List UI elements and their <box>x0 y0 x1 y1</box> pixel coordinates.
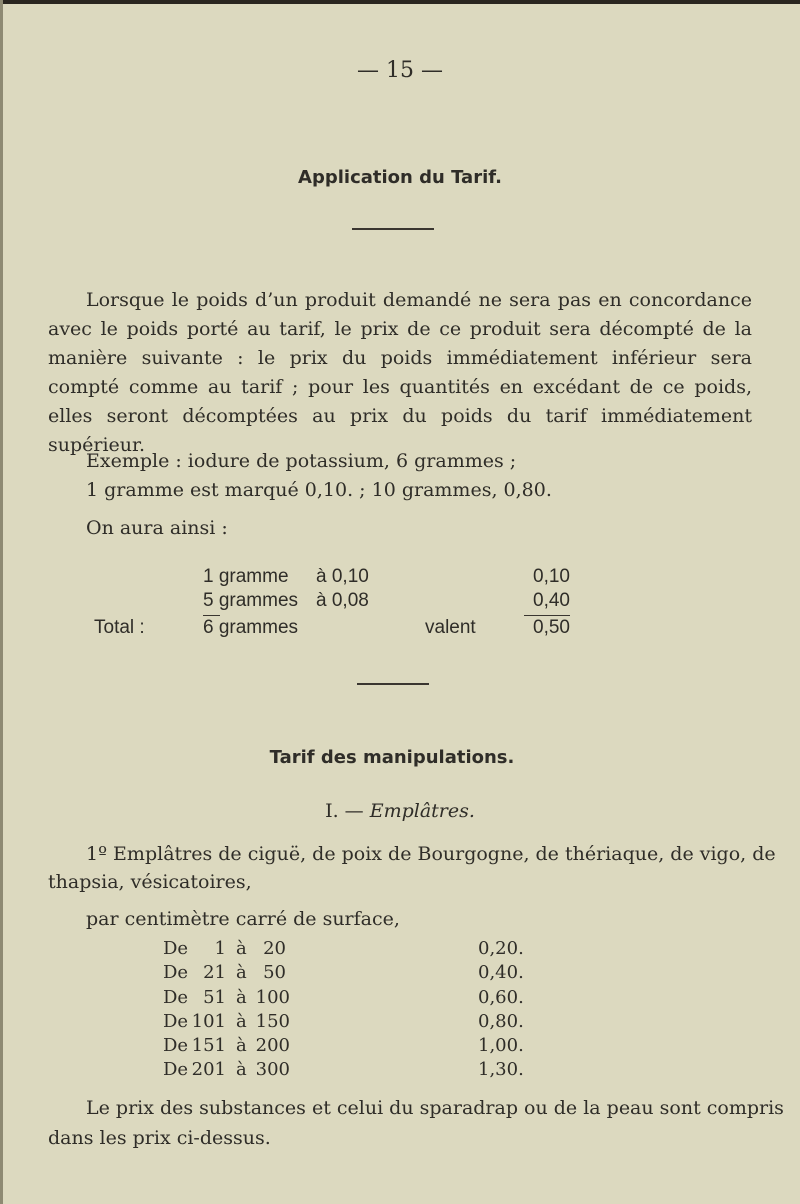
range-price: 0,60. <box>478 987 524 1008</box>
range-de: De <box>163 987 189 1008</box>
total-valent: valent <box>425 617 476 638</box>
range-price: 0,80. <box>478 1011 524 1032</box>
calc-row-1-rate: à 0,10 <box>316 566 369 587</box>
range-from: 1 <box>214 938 226 959</box>
range-de: De <box>163 938 189 959</box>
range-to: 300 <box>255 1059 290 1080</box>
range-from: 101 <box>191 1011 226 1032</box>
page-number: — 15 — <box>357 58 443 83</box>
range-de: De <box>163 1011 189 1032</box>
calc-row-2-amount: 0,40 <box>533 590 570 611</box>
range-to: 200 <box>255 1035 290 1056</box>
range-to: 100 <box>255 987 290 1008</box>
range-a: à <box>236 962 247 983</box>
section-number: I. — <box>325 800 364 822</box>
range-from: 51 <box>203 987 226 1008</box>
total-amount: 0,50 <box>533 617 570 638</box>
page-top-edge <box>0 0 800 4</box>
range-from: 151 <box>191 1035 226 1056</box>
section-name: Emplâtres. <box>369 800 475 822</box>
range-a: à <box>236 1035 247 1056</box>
amount-sum-rule <box>524 615 570 616</box>
item-line-2: thapsia, vésicatoires, <box>48 871 252 893</box>
total-label: Total : <box>94 617 145 638</box>
example-line-1: Exemple : iodure de potassium, 6 grammes ; <box>86 450 517 472</box>
per-unit-line: par centimètre carré de surface, <box>86 908 400 930</box>
section-divider <box>357 683 429 685</box>
example-line-2: 1 gramme est marqué 0,10. ; 10 grammes, 0,80. <box>86 479 552 501</box>
application-title: Application du Tarif. <box>298 167 502 188</box>
range-de: De <box>163 1059 189 1080</box>
range-de: De <box>163 962 189 983</box>
range-price: 1,00. <box>478 1035 524 1056</box>
item-line-1: 1º Emplâtres de ciguë, de poix de Bourgogne, de thériaque, de vigo, de <box>86 843 776 865</box>
range-from: 21 <box>203 962 226 983</box>
calc-row-2-rate: à 0,08 <box>316 590 369 611</box>
on-aura-ainsi: On aura ainsi : <box>86 517 228 539</box>
note-line-1: Le prix des substances et celui du sparadrap ou de la peau sont compris <box>86 1097 784 1119</box>
note-line-2: dans les prix ci-dessus. <box>48 1127 271 1149</box>
application-paragraph: Lorsque le poids d’un produit demandé ne sera pas en concordance avec le poids porté au tarif, le prix de ce produit sera décompté de la manière suivante : le prix du poids immédiatement inférieur sera compté comme au tarif ; pour les quantités en excédant de ce poids, elles seront décomptées au prix du poids du tarif immédiatement supérieur. <box>48 289 752 456</box>
range-a: à <box>236 938 247 959</box>
range-price: 0,20. <box>478 938 524 959</box>
range-de: De <box>163 1035 189 1056</box>
qty-sum-rule <box>203 615 220 616</box>
range-price: 1,30. <box>478 1059 524 1080</box>
calc-row-2-qty: 5 grammes <box>203 590 299 611</box>
range-to: 150 <box>255 1011 290 1032</box>
range-a: à <box>236 987 247 1008</box>
range-to: 20 <box>263 938 286 959</box>
range-a: à <box>236 1059 247 1080</box>
calc-row-1-qty: 1 gramme <box>203 566 289 587</box>
range-a: à <box>236 1011 247 1032</box>
manipulations-title: Tarif des manipulations. <box>269 747 515 768</box>
range-from: 201 <box>191 1059 226 1080</box>
section-heading <box>0 800 800 822</box>
title-divider <box>352 228 434 230</box>
range-price: 0,40. <box>478 962 524 983</box>
calc-row-1-amount: 0,10 <box>533 566 570 587</box>
total-qty: 6 grammes <box>203 617 299 638</box>
range-to: 50 <box>263 962 286 983</box>
